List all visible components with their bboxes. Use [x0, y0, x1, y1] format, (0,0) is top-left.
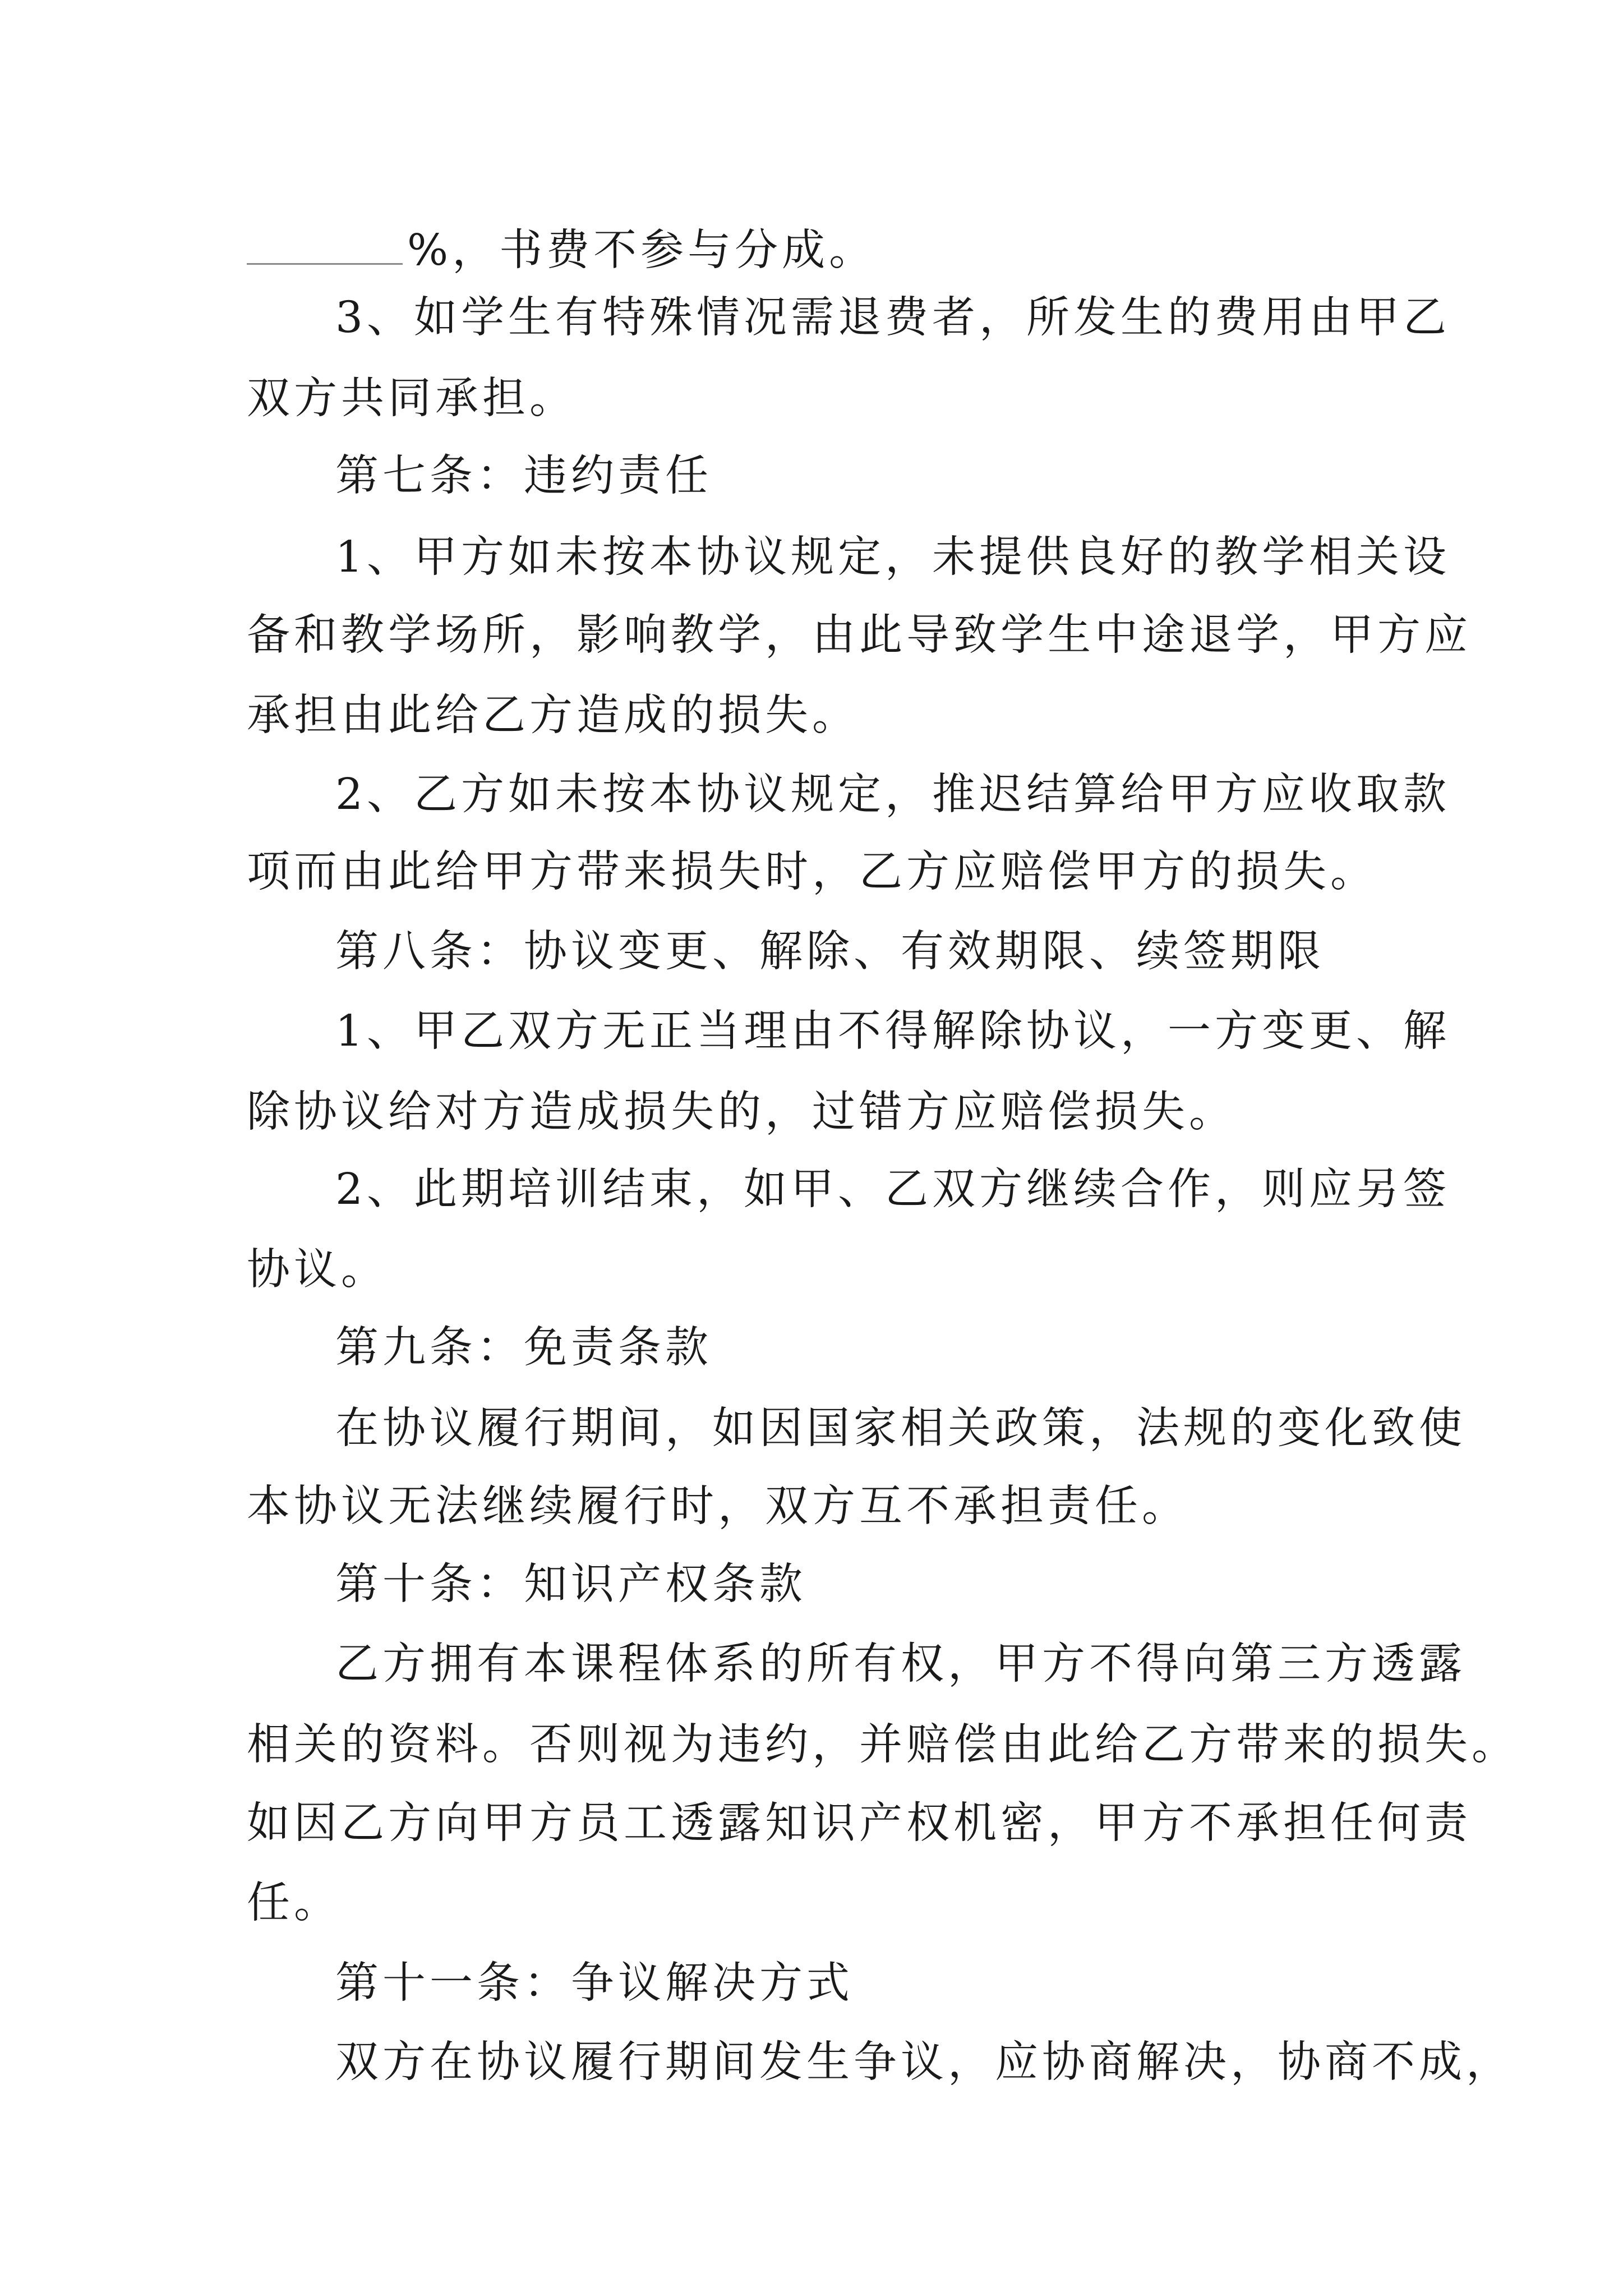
paragraph-line: 备和教学场所，影响教学，由此导致学生中途退学，甲方应 [247, 610, 1472, 660]
fill-in-blank [247, 260, 403, 265]
paragraph-line: 2、此期培训结束，如甲、乙双方继续合作，则应另签 [335, 1165, 1450, 1214]
section-heading: 第八条：协议变更、解除、有效期限、续签期限 [335, 927, 1325, 977]
section-heading: 第十条：知识产权条款 [335, 1559, 806, 1609]
paragraph-line: 1、甲乙双方无正当理由不得解除协议，一方变更、解 [335, 1006, 1450, 1056]
section-heading: 第九条：免责条款 [335, 1323, 712, 1373]
section-heading: 第七条：违约责任 [335, 451, 712, 501]
paragraph-line: 3、如学生有特殊情况需退费者，所发生的费用由甲乙 [335, 293, 1450, 343]
paragraph-line: 本协议无法继续履行时，双方互不承担责任。 [247, 1481, 1189, 1531]
paragraph-line: 项而由此给甲方带来损失时，乙方应赔偿甲方的损失。 [247, 847, 1377, 897]
paragraph-line: 1、甲方如未按本协议规定，未提供良好的教学相关设 [335, 532, 1450, 582]
paragraph-line: 双方在协议履行期间发生争议，应协商解决，协商不成， [335, 2037, 1513, 2087]
paragraph-line: 相关的资料。否则视为违约，并赔偿由此给乙方带来的损失。 [247, 1720, 1519, 1770]
paragraph-line: 在协议履行期间，如因国家相关政策，法规的变化致使 [335, 1404, 1466, 1453]
paragraph-line: 除协议给对方造成损失的，过错方应赔偿损失。 [247, 1087, 1236, 1137]
paragraph-line: 承担由此给乙方造成的损失。 [247, 691, 859, 740]
paragraph-line: 如因乙方向甲方员工透露知识产权机密，甲方不承担任何责 [247, 1798, 1472, 1848]
paragraph-line: 协议。 [247, 1245, 388, 1295]
paragraph-line: 乙方拥有本课程体系的所有权，甲方不得向第三方透露 [335, 1639, 1466, 1689]
paragraph-line: 2、乙方如未按本协议规定，推迟结算给甲方应收取款 [335, 770, 1450, 820]
paragraph-line: 任。 [247, 1878, 341, 1928]
paragraph-line: 双方共同承担。 [247, 374, 577, 424]
section-heading: 第十一条：争议解决方式 [335, 1958, 854, 2008]
paragraph-line: %，书费不参与分成。 [247, 229, 876, 272]
